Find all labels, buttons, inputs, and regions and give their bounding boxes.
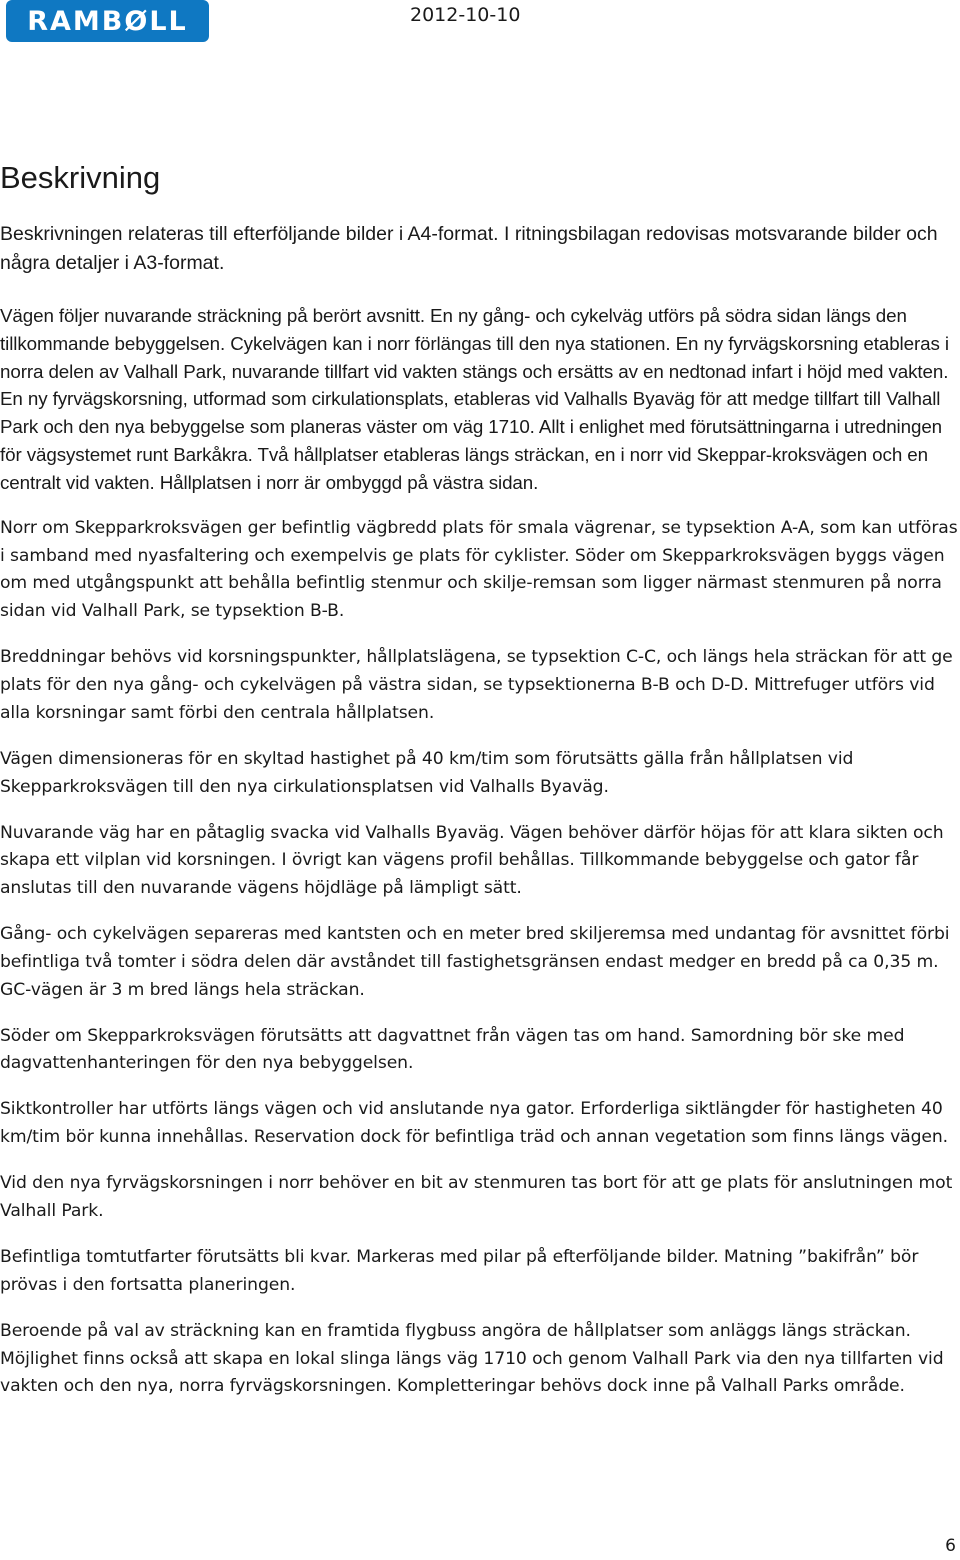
paragraph-5: Nuvarande väg har en påtaglig svacka vid Valhalls Byaväg. Vägen behöver därför höjas för att klara sikten och skapa ett vilplan vid korsningen. I övrigt kan vägens profil behållas. Tillkommande bebyggelse och gator får anslutas till den nuvarande vägens höjdläge på lämpligt sätt. xyxy=(0,822,944,899)
paragraph-9: Vid den nya fyrvägskorsningen i norr behöver en bit av stenmuren tas bort för att ge plats för anslutningen mot Valhall Park. xyxy=(0,1173,953,1222)
document-body xyxy=(0,302,958,1419)
paragraph-10: Befintliga tomtutfarter förutsätts bli kvar. Markeras med pilar på efterföljande bilder. Matning ”bakifrån” bör prövas i den fortsatta planeringen. xyxy=(0,1247,919,1295)
intro-paragraph: Beskrivningen relateras till efterföljande bilder i A4-format. I ritningsbilagan redovisas motsvarande bilder och några detaljer i A3-format. xyxy=(0,223,938,274)
logo-text: RAMBØLL xyxy=(27,5,188,37)
paragraph-4: Vägen dimensioneras för en skyltad hastighet på 40 km/tim som förutsätts gälla från hållplatsen vid Skepparkroksvägen till den nya cirkulationsplatsen vid Valhalls Byaväg. xyxy=(0,748,854,797)
page-title: Beskrivning xyxy=(0,160,161,195)
paragraph-7: Söder om Skepparkroksvägen förutsätts att dagvattnet från vägen tas om hand. Samordning bör ske med dagvattenhanteringen för den nya bebyggelsen. xyxy=(0,1025,905,1074)
paragraph-11: Beroende på val av sträckning kan en framtida flygbuss angöra de hållplatser som anläggs längs sträckan. Möjlighet finns också att skapa en lokal slinga längs väg 1710 och genom Valhall Park via den nya tillfarten vid vakten och den nya, norra fyrvägskorsningen. Kompletteringar behövs dock inne på Valhall Parks område. xyxy=(0,1320,944,1397)
paragraph-6: Gång- och cykelvägen separeras med kantsten och en meter bred skiljeremsa med undantag för avsnittet förbi befintliga två tomter i södra delen där avståndet till fastighetsgränsen endast medger en bredd på ca 0,35 m. GC-vägen är 3 m bred längs hela sträckan. xyxy=(0,924,950,1000)
paragraph-3: Breddningar behövs vid korsningspunkter, hållplatslägena, se typsektion C-C, och längs hela sträckan för att ge plats för den nya gång- och cykelvägen på västra sidan, se typsektionerna B-B och D-D. Mittrefuger utförs vid alla korsningar samt förbi den centrala hållplatsen. xyxy=(0,647,953,723)
ramboll-logo xyxy=(6,0,209,42)
paragraph-2: Norr om Skepparkroksvägen ger befintlig vägbredd plats för smala vägrenar, se typsektion A-A, som kan utföras i samband med nyasfaltering och exempelvis ge plats för cyklister. Söder om Skepparkroksvägen byggs vägen om med utgångspunkt att behålla befintlig stenmur och skilje-remsan som ligger närmast stenmuren på norra sidan vid Valhall Park, se typsektion B-B. xyxy=(0,517,958,622)
page-number: 6 xyxy=(945,1536,956,1556)
paragraph-1: Vägen följer nuvarande sträckning på berört avsnitt. En ny gång- och cykelväg utförs på södra sidan längs den tillkommande bebyggelsen. Cykelvägen kan i norr förlängas till den nya stationen. En ny fyrvägskorsning etableras i norra delen av Valhall Park, nuvarande tillfart vid vakten stängs och ersätts av en nedtonad infart i höjd med vakten. En ny fyrvägskorsning, utformad som cirkulationsplats, etableras vid Valhalls Byaväg för att medge tillfart till Valhall Park och den nya bebyggelse som planeras väster om väg 1710. Allt i enlighet med förutsättningarna i utredningen för vägsystemet runt Barkåkra. Två hållplatser etableras längs sträckan, en i norr vid Skeppar-kroksvägen och en centralt vid vakten. Hållplatsen i norr är ombyggd på västra sidan. xyxy=(0,305,949,493)
document-date: 2012-10-10 xyxy=(410,4,521,26)
paragraph-8: Siktkontroller har utförts längs vägen och vid anslutande nya gator. Erforderliga siktlängder för hastigheten 40 km/tim bör kunna innehållas. Reservation dock för befintliga träd och annan vegetation som finns längs vägen. xyxy=(0,1099,949,1148)
